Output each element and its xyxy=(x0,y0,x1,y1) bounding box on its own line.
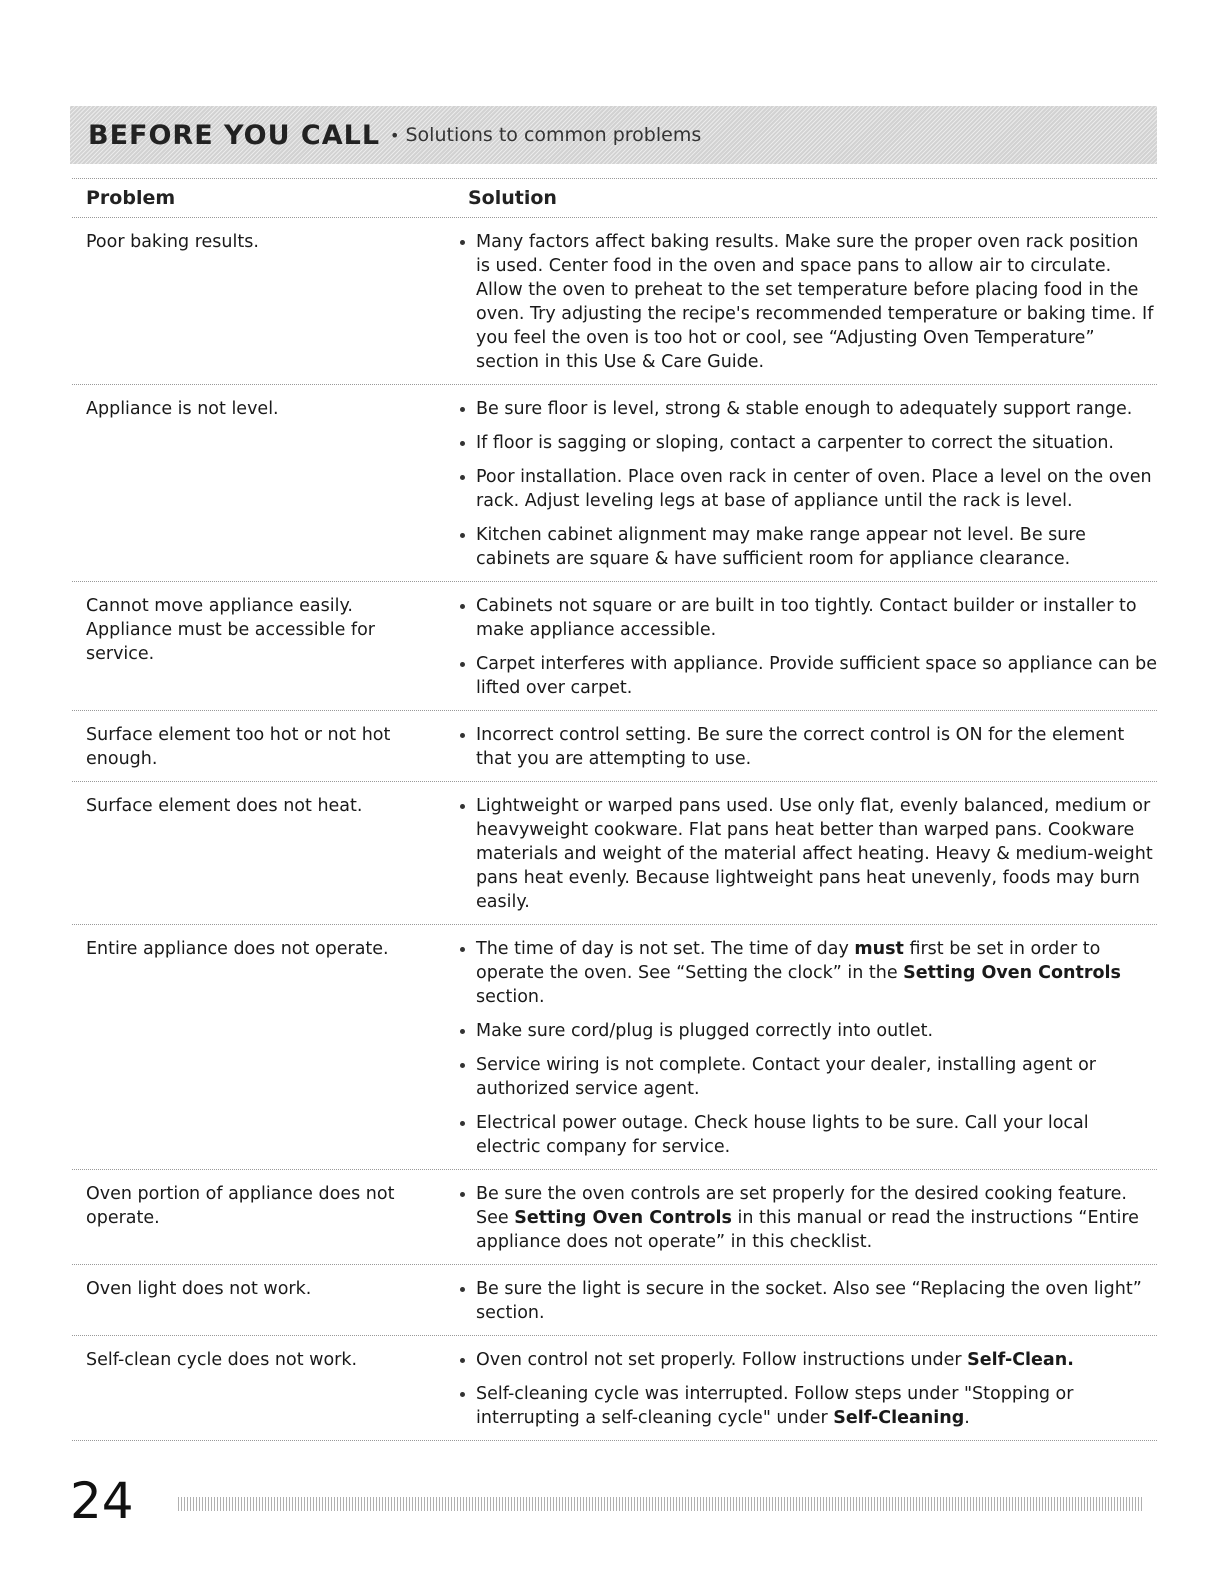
solution-text: Be sure the light is secure in the socket. Also see “Replacing the oven light” section. xyxy=(476,1279,1142,1323)
troubleshooting-table xyxy=(72,178,1157,1441)
solution-text: Kitchen cabinet alignment may make range appear not level. Be sure cabinets are square & have sufficient room for appliance clearance. xyxy=(476,525,1086,569)
table-row xyxy=(72,385,1157,582)
solution-text: Self-cleaning cycle was interrupted. Follow steps under "Stopping or interrupting a self-cleaning cycle" under xyxy=(476,1384,1074,1428)
solution-list xyxy=(452,594,1157,700)
solution-text: Be sure floor is level, strong & stable enough to adequately support range. xyxy=(476,399,1133,419)
solution-emphasis: Setting Oven Controls xyxy=(514,1208,732,1228)
solution-item xyxy=(452,397,1157,421)
solution-item xyxy=(452,594,1157,642)
solution-item xyxy=(452,723,1157,771)
solution-item xyxy=(452,937,1157,1009)
solution-list xyxy=(452,1348,1157,1430)
solution-text: section. xyxy=(476,987,545,1007)
solution-item xyxy=(452,523,1157,571)
banner-subtitle: Solutions to common problems xyxy=(405,124,702,146)
solution-list xyxy=(452,723,1157,771)
solution-text: Cabinets not square or are built in too tightly. Contact builder or installer to make appliance accessible. xyxy=(476,596,1137,640)
table-row xyxy=(72,1170,1157,1265)
solution-item xyxy=(452,1053,1157,1101)
solution-item xyxy=(452,1382,1157,1430)
header-problem: Problem xyxy=(86,187,176,209)
problem-cell: Cannot move appliance easily. Appliance must be accessible for service. xyxy=(86,596,375,664)
table-row xyxy=(72,218,1157,385)
problem-cell: Surface element too hot or not hot enough. xyxy=(86,725,391,769)
solution-text: The time of day is not set. The time of day xyxy=(476,939,855,959)
table-row xyxy=(72,1265,1157,1336)
solution-item xyxy=(452,1348,1157,1372)
table-header xyxy=(72,178,1157,218)
solution-cell xyxy=(452,397,1157,571)
solution-list xyxy=(452,230,1157,374)
problem-cell: Self-clean cycle does not work. xyxy=(86,1350,358,1370)
solution-emphasis: must xyxy=(854,939,904,959)
solution-item xyxy=(452,1019,1157,1043)
problem-cell: Poor baking results. xyxy=(86,232,259,252)
solution-cell xyxy=(452,1348,1157,1430)
solution-text: Poor installation. Place oven rack in center of oven. Place a level on the oven rack. Adjust leveling legs at base of appliance until the rack is level. xyxy=(476,467,1152,511)
solution-emphasis: Self-Clean. xyxy=(967,1350,1074,1370)
solution-text: Make sure cord/plug is plugged correctly into outlet. xyxy=(476,1021,934,1041)
solution-text: Electrical power outage. Check house lights to be sure. Call your local electric company for service. xyxy=(476,1113,1089,1157)
problem-cell: Surface element does not heat. xyxy=(86,796,363,816)
solution-text: Many factors affect baking results. Make sure the proper oven rack position is used. Center food in the oven and space pans to allow air to circulate. Allow the oven to preheat to the set temperature before placing food in the oven. Try adjusting the recipe's recommended temperature or baking time. If you feel the oven is too hot or cool, see “Adjusting Oven Temperature” section in this Use & Care Guide. xyxy=(476,232,1154,372)
solution-text: . xyxy=(964,1408,970,1428)
problem-cell: Entire appliance does not operate. xyxy=(86,939,389,959)
solution-item xyxy=(452,465,1157,513)
solution-item xyxy=(452,794,1157,914)
solution-cell xyxy=(452,594,1157,700)
banner-title: BEFORE YOU CALL xyxy=(88,119,381,151)
solution-list xyxy=(452,937,1157,1159)
table-row xyxy=(72,925,1157,1170)
table-row xyxy=(72,1336,1157,1441)
solution-text: first be set in order to operate the oven. See “Setting the clock” in the xyxy=(476,939,1101,983)
problem-cell: Appliance is not level. xyxy=(86,399,279,419)
solution-cell xyxy=(452,794,1157,914)
solution-item xyxy=(452,230,1157,374)
solution-list xyxy=(452,397,1157,571)
table-row xyxy=(72,711,1157,782)
section-banner xyxy=(70,106,1157,164)
problem-cell: Oven light does not work. xyxy=(86,1279,312,1299)
solution-cell xyxy=(452,937,1157,1159)
banner-bullet: • xyxy=(390,125,400,145)
table-row xyxy=(72,782,1157,925)
solution-cell xyxy=(452,1182,1157,1254)
solution-emphasis: Self-Cleaning xyxy=(833,1408,965,1428)
solution-text: Be sure the oven controls are set properly for the desired cooking feature. See xyxy=(476,1184,1127,1228)
solution-text: If floor is sagging or sloping, contact a carpenter to correct the situation. xyxy=(476,433,1114,453)
solution-item xyxy=(452,1277,1157,1325)
solution-cell xyxy=(452,230,1157,374)
table-body xyxy=(72,218,1157,1441)
solution-item xyxy=(452,431,1157,455)
solution-cell xyxy=(452,1277,1157,1325)
solution-text: in this manual or read the instructions “Entire appliance does not operate” in this checklist. xyxy=(476,1208,1139,1252)
solution-emphasis: Setting Oven Controls xyxy=(903,963,1121,983)
problem-cell: Oven portion of appliance does not operate. xyxy=(86,1184,395,1228)
solution-text: Oven control not set properly. Follow instructions under xyxy=(476,1350,968,1370)
solution-text: Carpet interferes with appliance. Provide sufficient space so appliance can be lifted over carpet. xyxy=(476,654,1157,698)
solution-list xyxy=(452,1182,1157,1254)
solution-cell xyxy=(452,723,1157,771)
page-number: 24 xyxy=(70,1472,134,1530)
solution-item xyxy=(452,1182,1157,1254)
solution-text: Incorrect control setting. Be sure the correct control is ON for the element that you are attempting to use. xyxy=(476,725,1125,769)
solution-item xyxy=(452,652,1157,700)
solution-text: Service wiring is not complete. Contact your dealer, installing agent or authorized service agent. xyxy=(476,1055,1096,1099)
solution-text: Lightweight or warped pans used. Use only flat, evenly balanced, medium or heavyweight cookware. Flat pans heat better than warped pans. Cookware materials and weight of the material affect heating. Heavy & medium-weight pans heat evenly. Because lightweight pans heat unevenly, foods may burn easily. xyxy=(476,796,1153,912)
solution-item xyxy=(452,1111,1157,1159)
solution-list xyxy=(452,794,1157,914)
footer-decorative-bar xyxy=(178,1497,1142,1511)
table-row xyxy=(72,582,1157,711)
solution-list xyxy=(452,1277,1157,1325)
header-solution: Solution xyxy=(468,187,557,209)
